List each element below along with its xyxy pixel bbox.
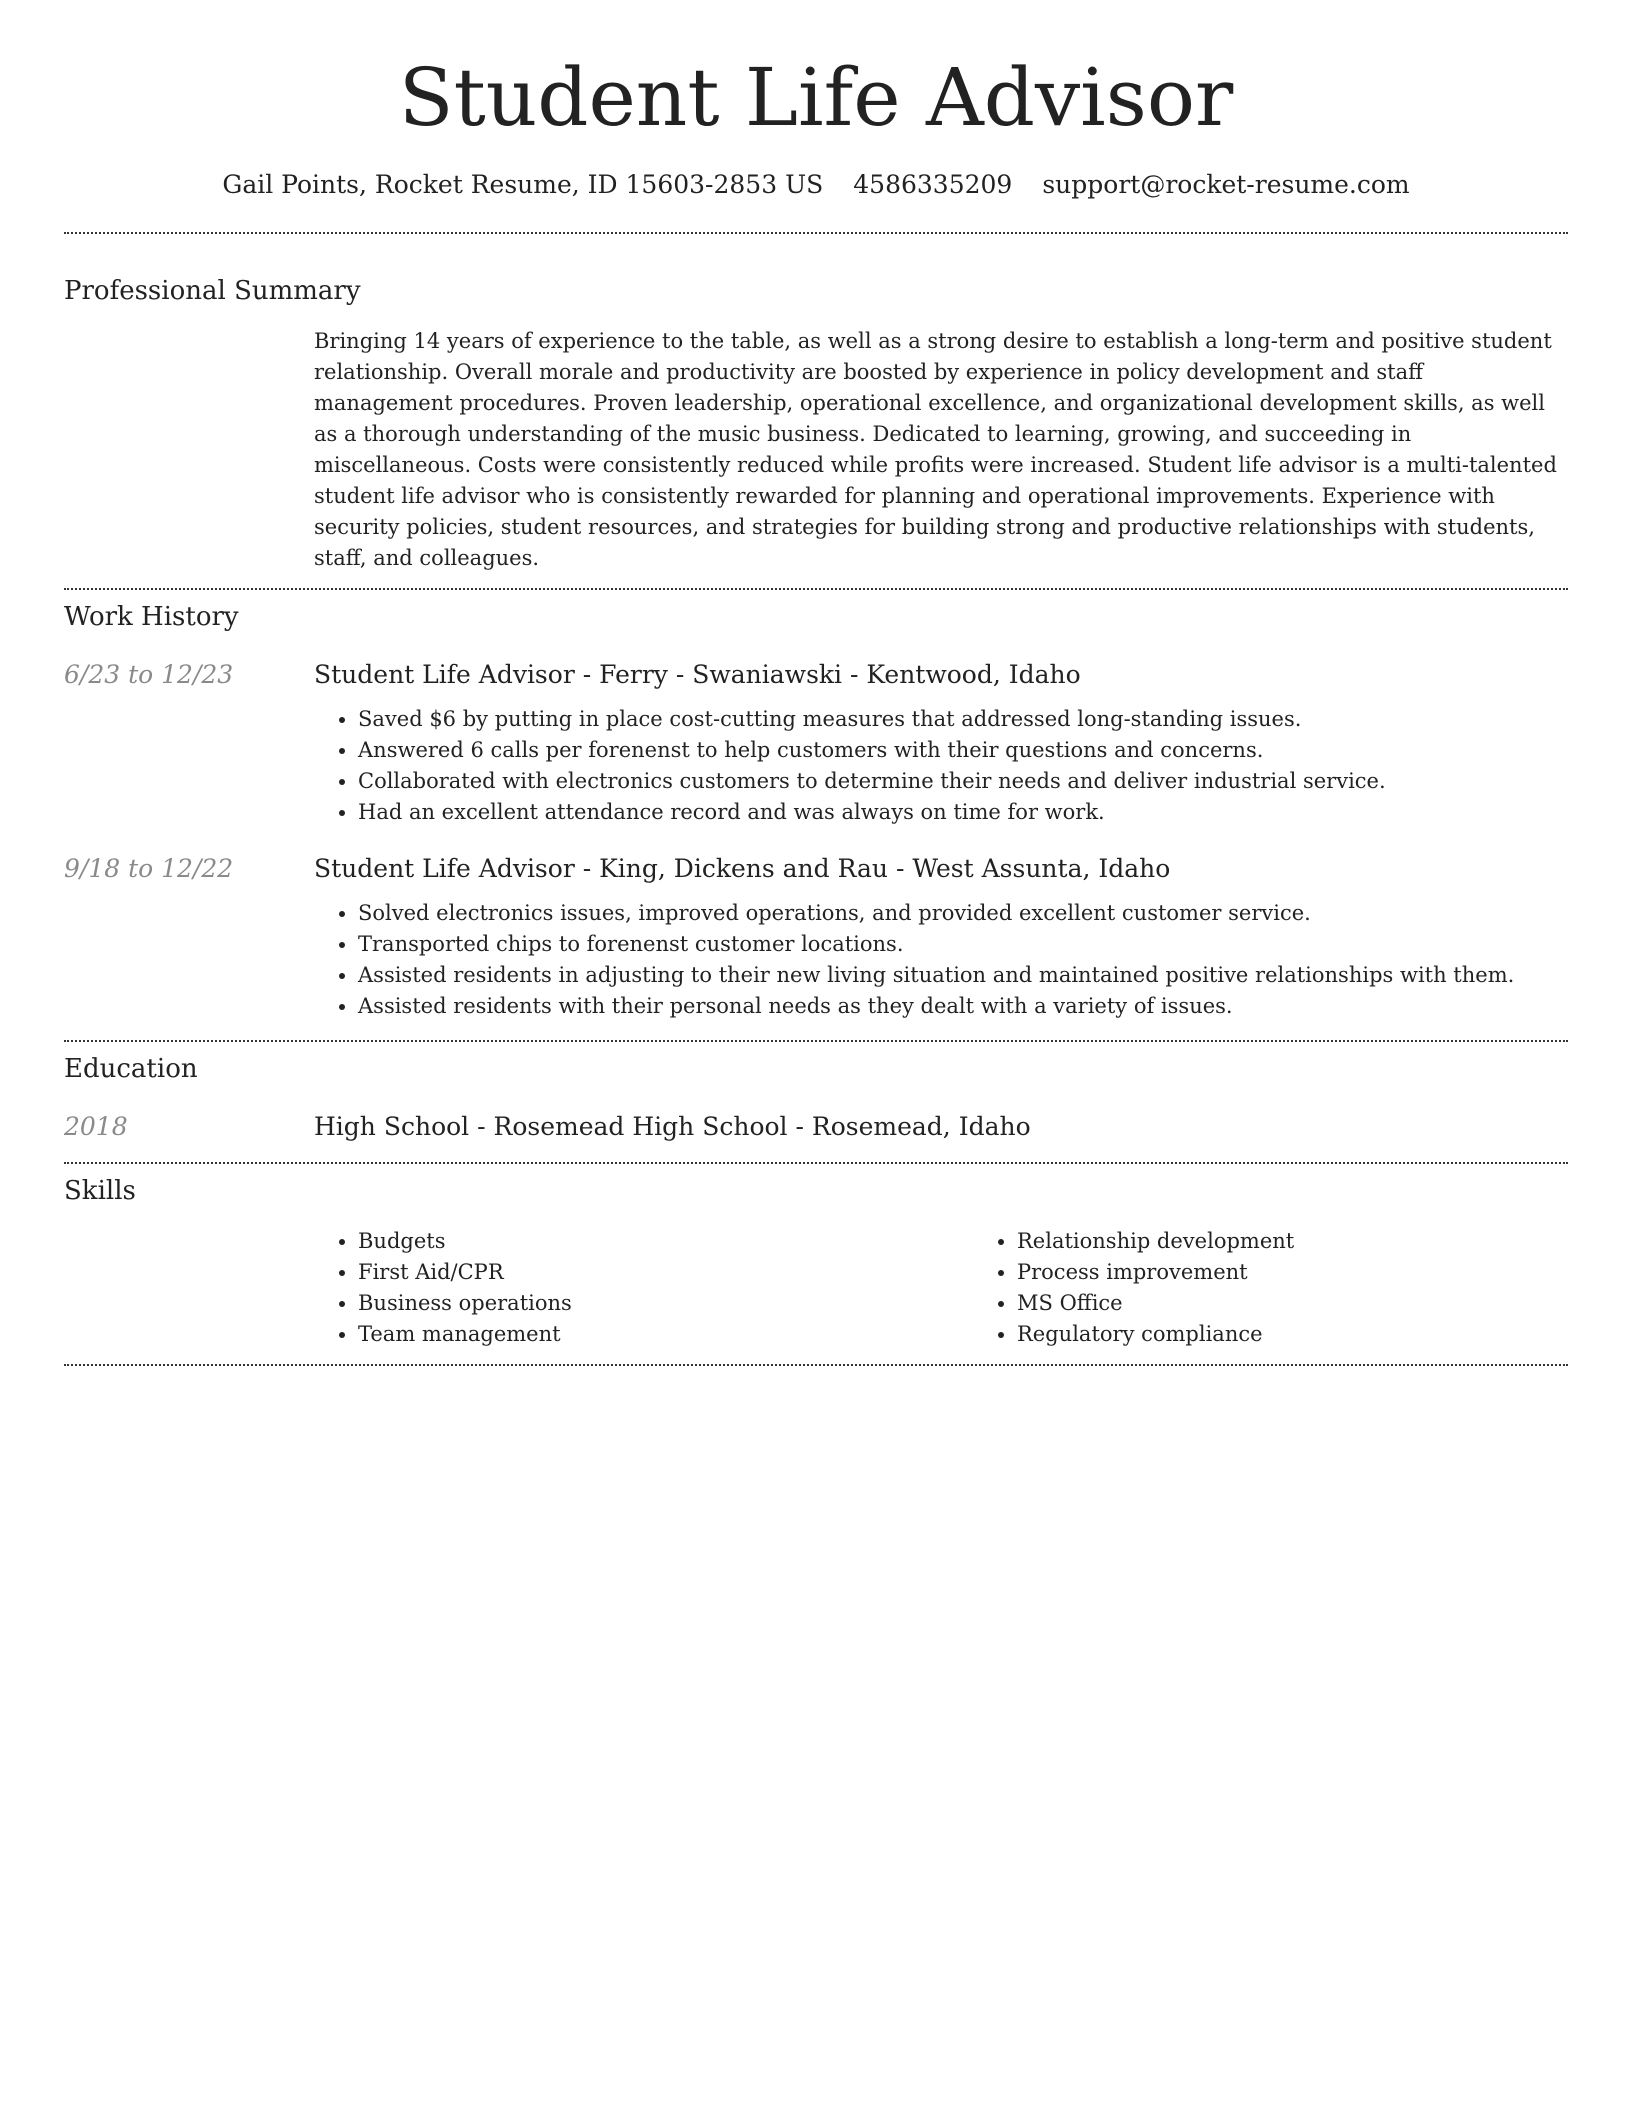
summary-section (64, 274, 1568, 574)
list-item: • Saved $6 by putting in place cost-cutting measures that addressed long-standing issues. (358, 704, 1568, 735)
skill-item: • Relationship development (1017, 1226, 1632, 1257)
list-item: • Transported chips to forenenst customer locations. (358, 929, 1568, 960)
skill-item: • Budgets (358, 1226, 973, 1257)
skills-list-right (973, 1226, 1632, 1350)
list-item: • Assisted residents with their personal needs as they dealt with a variety of issues. (358, 991, 1568, 1022)
divider (64, 588, 1568, 590)
divider (64, 1162, 1568, 1164)
skill-item: • First Aid/CPR (358, 1257, 973, 1288)
job-bullets (314, 704, 1568, 828)
skill-item: • Team management (358, 1319, 973, 1350)
skill-item: • Process improvement (1017, 1257, 1632, 1288)
education-section (64, 1052, 1568, 1144)
skills-section (64, 1174, 1568, 1350)
list-item: • Answered 6 calls per forenenst to help customers with their questions and concerns. (358, 735, 1568, 766)
education-heading: High School - Rosemead High School - Rosemead, Idaho (314, 1112, 1031, 1141)
skill-item: • Business operations (358, 1288, 973, 1319)
skill-item: • MS Office (1017, 1288, 1632, 1319)
work-section (64, 600, 1568, 1022)
divider (64, 1364, 1568, 1366)
education-entry (64, 1110, 1568, 1144)
job-dates: 9/18 to 12/22 (64, 854, 234, 883)
list-item: • Had an excellent attendance record and was always on time for work. (358, 797, 1568, 828)
job-dates: 6/23 to 12/23 (64, 660, 234, 689)
divider (64, 1040, 1568, 1042)
section-title-skills: Skills (64, 1176, 136, 1206)
section-title-education: Education (64, 1054, 198, 1084)
education-year: 2018 (64, 1112, 128, 1141)
section-title-summary: Professional Summary (64, 276, 361, 306)
divider (64, 232, 1568, 234)
job-entry (64, 658, 1568, 828)
job-entry (64, 852, 1568, 1022)
contact-address: Gail Points, Rocket Resume, ID 15603-2853 US (222, 170, 824, 199)
section-title-work: Work History (64, 602, 239, 632)
resume-name: Student Life Advisor (398, 51, 1234, 144)
job-heading: Student Life Advisor - Ferry - Swaniawski - Kentwood, Idaho (314, 660, 1081, 689)
summary-text: Bringing 14 years of experience to the table, as well as a strong desire to establish a long-term and positive student relationship. Overall morale and productivity are boosted by experience in policy development and staff management procedures. Proven leadership, operational excellence, and organizational development skills, as well as a thorough understanding of the music business. Dedicated to learning, growing, and succeeding in miscellaneous. Costs were consistently reduced while profits were increased. Student life advisor is a multi-talented student life advisor who is consistently rewarded for planning and operational improvements. Experience with security policies, student resources, and strategies for building strong and productive relationships with students, staff, and colleagues. (314, 329, 1557, 570)
list-item: • Collaborated with electronics customers to determine their needs and deliver industrial service. (358, 766, 1568, 797)
contact-line (64, 168, 1568, 202)
contact-phone: 4586335209 (853, 170, 1013, 199)
skills-list-left (314, 1226, 973, 1350)
contact-email: support@rocket-resume.com (1042, 170, 1410, 199)
list-item: • Assisted residents in adjusting to their new living situation and maintained positive relationships with them. (358, 960, 1568, 991)
job-heading: Student Life Advisor - King, Dickens and Rau - West Assunta, Idaho (314, 854, 1171, 883)
job-bullets (314, 898, 1568, 1022)
list-item: • Solved electronics issues, improved operations, and provided excellent customer service. (358, 898, 1568, 929)
skill-item: • Regulatory compliance (1017, 1319, 1632, 1350)
resume-page (64, 0, 1568, 1366)
